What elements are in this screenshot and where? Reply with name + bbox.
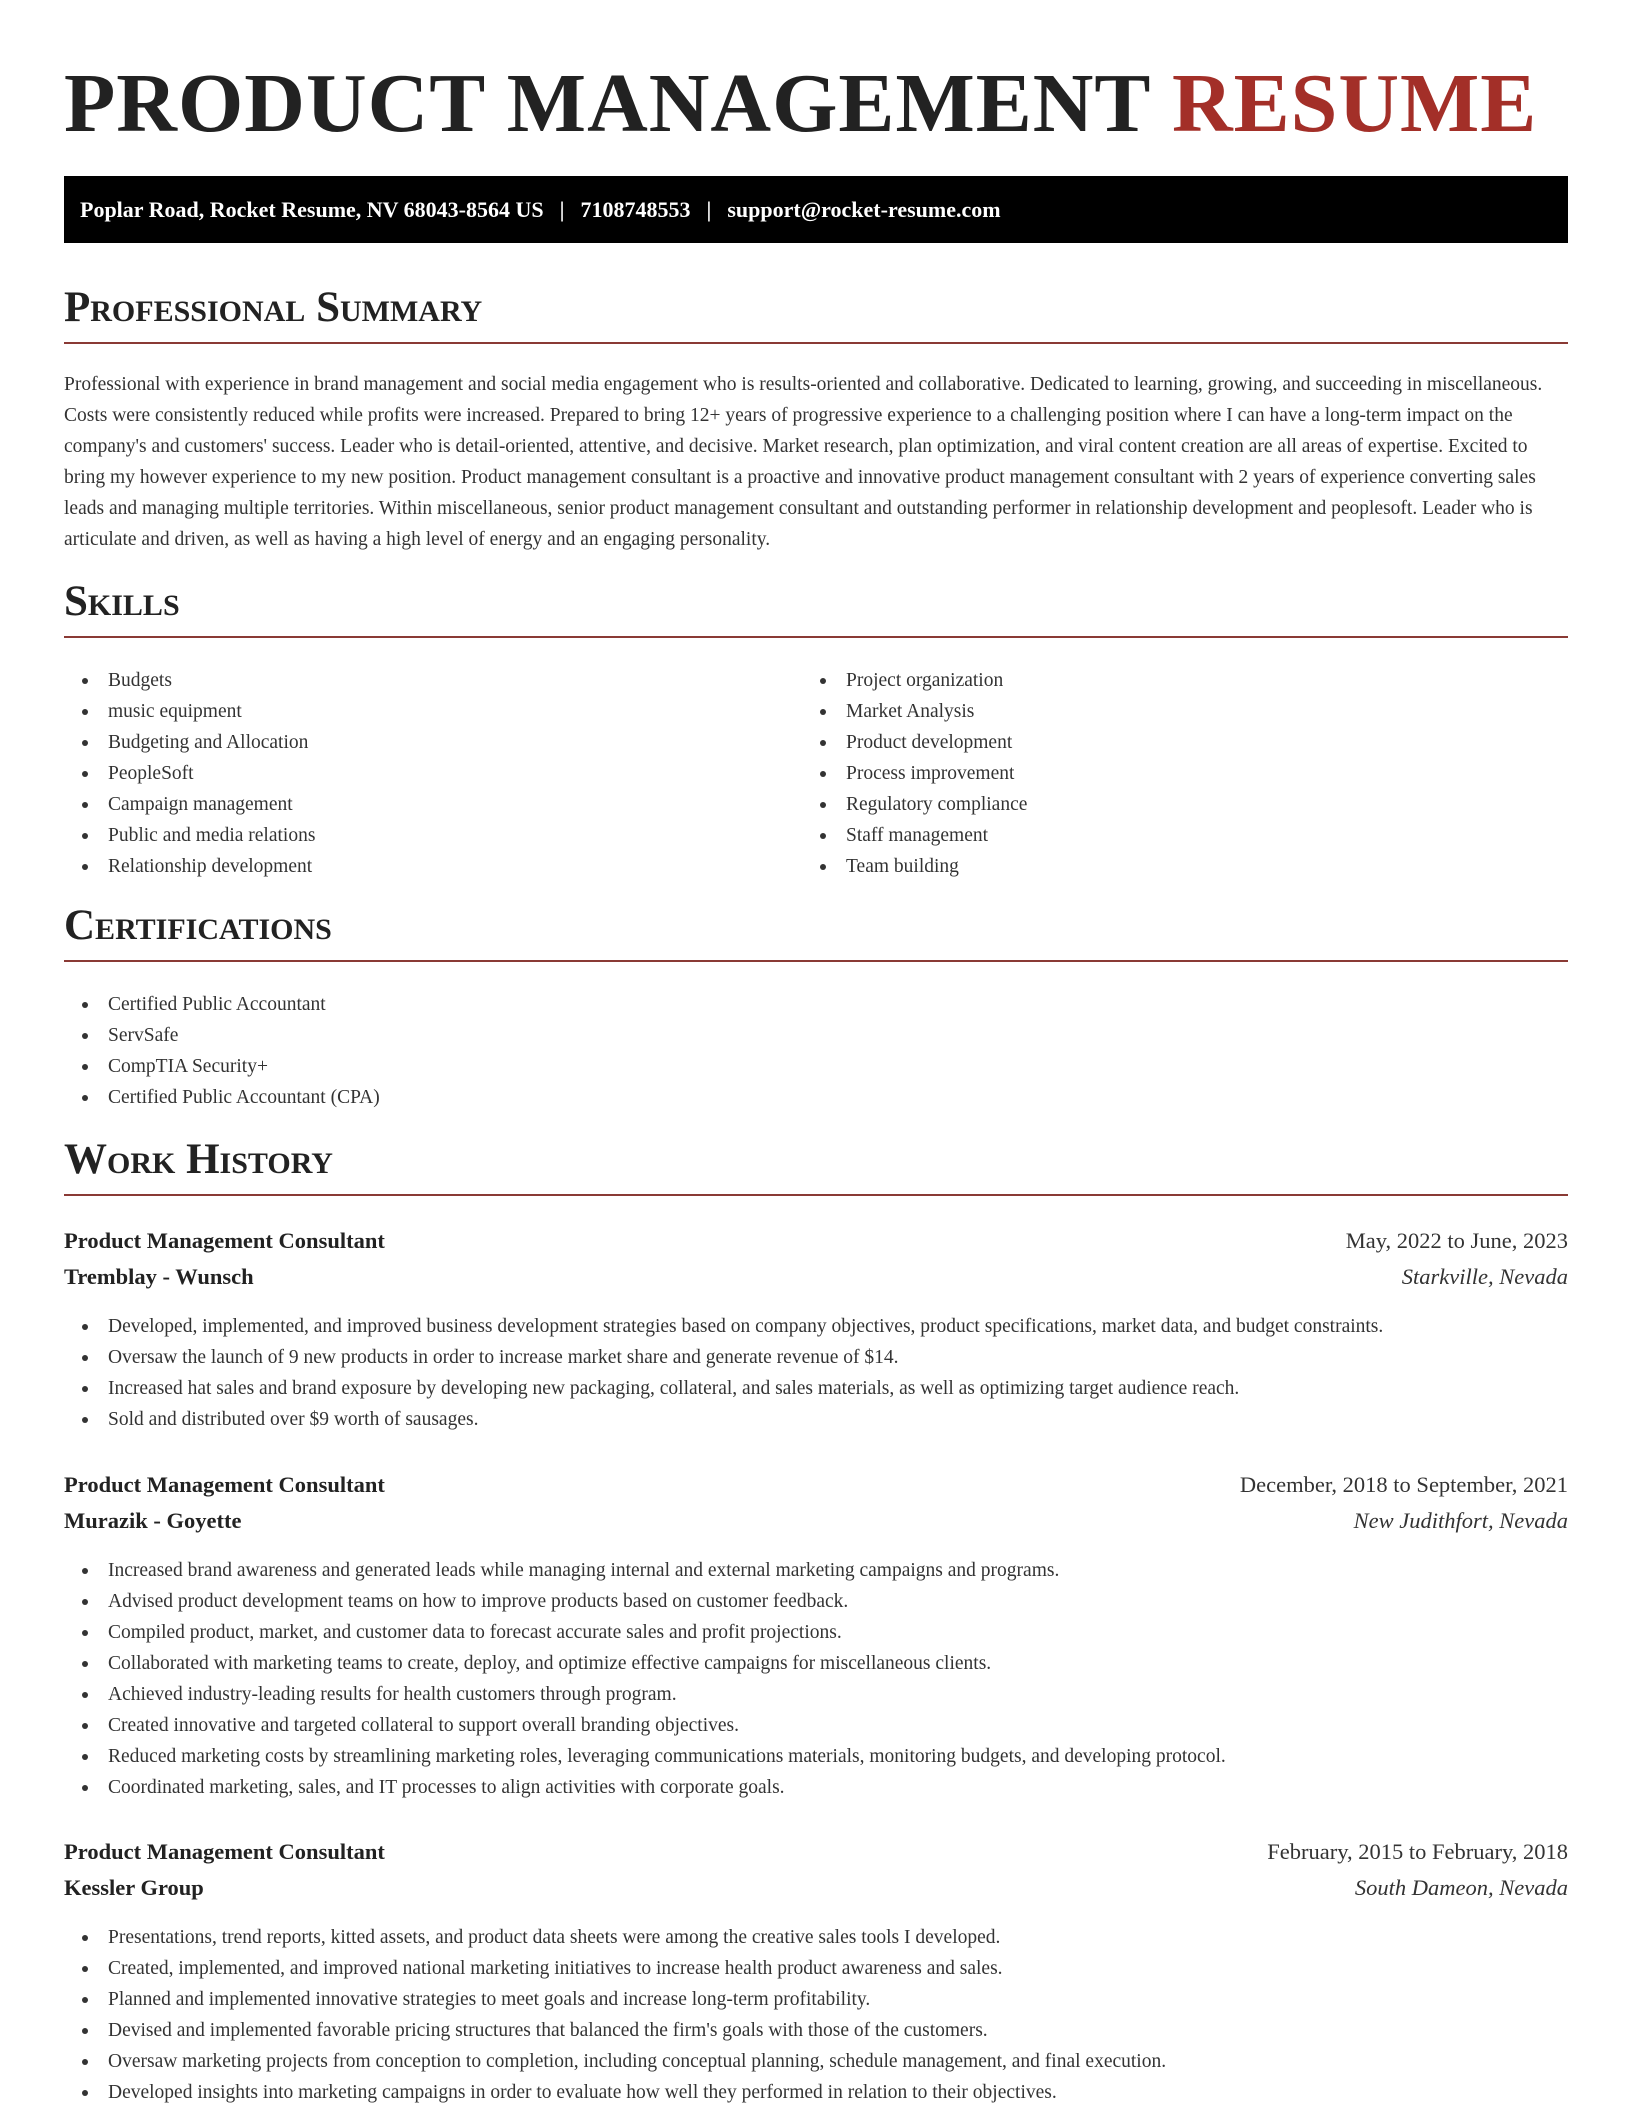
job-bullet: Created, implemented, and improved national marketing initiatives to increase health product awareness and sales. [64,1953,1568,1984]
job-bullet: Presentations, trend reports, kitted assets, and product data sheets were among the creative sales tools I developed. [64,1922,1568,1953]
job-bullet: Compiled product, market, and customer data to forecast accurate sales and profit projections. [64,1617,1568,1648]
job-bullets [64,1311,1568,1435]
contact-separator: | [559,196,565,222]
job-location: South Dameon, Nevada [1354,1875,1568,1900]
job-bullet: Created innovative and targeted collateral to support overall branding objectives. [64,1710,1568,1741]
job-dates: May, 2022 to June, 2023 [1345,1228,1568,1253]
job-bullet: Increased brand awareness and generated leads while managing internal and external marketing campaigns and programs. [64,1555,1568,1586]
skill-item: Regulatory compliance [802,789,1502,820]
certification-item: Certified Public Accountant [64,989,380,1020]
section-title-work-history: Work History [64,1134,1568,1196]
job-header [64,1834,1568,1870]
job-company: Kessler Group [64,1875,204,1900]
job-title: Product Management Consultant [64,1839,385,1864]
title-last: RESUME [1171,57,1538,150]
job-bullet: Collaborated with marketing teams to create, deploy, and optimize effective campaigns for miscellaneous clients. [64,1648,1568,1679]
job-header [64,1223,1568,1259]
job-company: Murazik - Goyette [64,1508,242,1533]
skill-item: Team building [802,851,1502,882]
skill-item: Project organization [802,665,1502,696]
job-location: Starkville, Nevada [1401,1264,1568,1289]
job-dates: December, 2018 to September, 2021 [1239,1472,1568,1497]
contact-bar [64,176,1568,243]
job-bullet: Developed, implemented, and improved business development strategies based on company objectives, product specifications, market data, and budget constraints. [64,1311,1568,1342]
skill-item: Process improvement [802,758,1502,789]
job-location: New Judithfort, Nevada [1353,1508,1568,1533]
contact-email: support@rocket-resume.com [727,196,1001,222]
job-title: Product Management Consultant [64,1228,385,1253]
job-header [64,1467,1568,1503]
job-dates: February, 2015 to February, 2018 [1267,1839,1568,1864]
job-company: Tremblay - Wunsch [64,1264,254,1289]
skill-item: Relationship development [64,851,764,882]
certifications-list [64,989,380,1113]
job-title: Product Management Consultant [64,1472,385,1497]
skills-list-right [802,665,1502,882]
certification-item: Certified Public Accountant (CPA) [64,1082,380,1113]
job-bullet: Increased hat sales and brand exposure by developing new packaging, collateral, and sales materials, as well as optimizing target audience reach. [64,1373,1568,1404]
skill-item: Staff management [802,820,1502,851]
job-bullet: Developed insights into marketing campaigns in order to evaluate how well they performed in relation to their objectives. [64,2077,1568,2108]
skill-item: Campaign management [64,789,764,820]
job-subheader [64,1870,1568,1906]
job-bullets [64,1922,1568,2108]
skill-item: Public and media relations [64,820,764,851]
job-subheader [64,1503,1568,1539]
job-bullet: Oversaw the launch of 9 new products in order to increase market share and generate revenue of $14. [64,1342,1568,1373]
skill-item: Product development [802,727,1502,758]
title-first: PRODUCT MANAGEMENT [64,57,1150,150]
skill-item: Budgeting and Allocation [64,727,764,758]
job-bullet: Sold and distributed over $9 worth of sausages. [64,1404,1568,1435]
resume-title [64,56,1537,152]
job-bullet: Coordinated marketing, sales, and IT processes to align activities with corporate goals. [64,1772,1568,1803]
contact-phone: 7108748553 [580,196,691,222]
skill-item: music equipment [64,696,764,727]
summary-text: Professional with experience in brand management and social media engagement who is results-oriented and collaborative. Dedicated to learning, growing, and succeeding in miscellaneous. Costs were consistently reduced while profits were increased. Prepared to bring 12+ years of progressive experience to a challenging position where I can have a long-term impact on the company's and customers' success. Leader who is detail-oriented, attentive, and decisive. Market research, plan optimization, and viral content creation are all areas of expertise. Excited to bring my however experience to my new position. Product management consultant is a proactive and innovative product management consultant with 2 years of experience converting sales leads and managing multiple territories. Within miscellaneous, senior product management consultant and outstanding performer in relationship development and peoplesoft. Leader who is articulate and driven, as well as having a high level of energy and an engaging personality. [64,374,1543,550]
contact-separator: | [706,196,712,222]
certification-item: ServSafe [64,1020,380,1051]
job-bullet: Planned and implemented innovative strategies to meet goals and increase long-term profitability. [64,1984,1568,2015]
job-bullets [64,1555,1568,1803]
job-bullet: Oversaw marketing projects from conception to completion, including conceptual planning, schedule management, and final execution. [64,2046,1568,2077]
section-title-summary: Professional Summary [64,282,1568,344]
job-bullet: Devised and implemented favorable pricing structures that balanced the firm's goals with those of the customers. [64,2015,1568,2046]
skill-item: Market Analysis [802,696,1502,727]
job-bullet: Advised product development teams on how to improve products based on customer feedback. [64,1586,1568,1617]
certification-item: CompTIA Security+ [64,1051,380,1082]
job-subheader [64,1259,1568,1295]
skill-item: Budgets [64,665,764,696]
contact-address: Poplar Road, Rocket Resume, NV 68043-8564 US [80,196,544,222]
section-title-skills: Skills [64,576,1568,638]
section-title-certifications: Certifications [64,900,1568,962]
job-bullet: Reduced marketing costs by streamlining marketing roles, leveraging communications materials, monitoring budgets, and developing protocol. [64,1741,1568,1772]
skills-list-left [64,665,764,882]
job-bullet: Achieved industry-leading results for health customers through program. [64,1679,1568,1710]
skill-item: PeopleSoft [64,758,764,789]
